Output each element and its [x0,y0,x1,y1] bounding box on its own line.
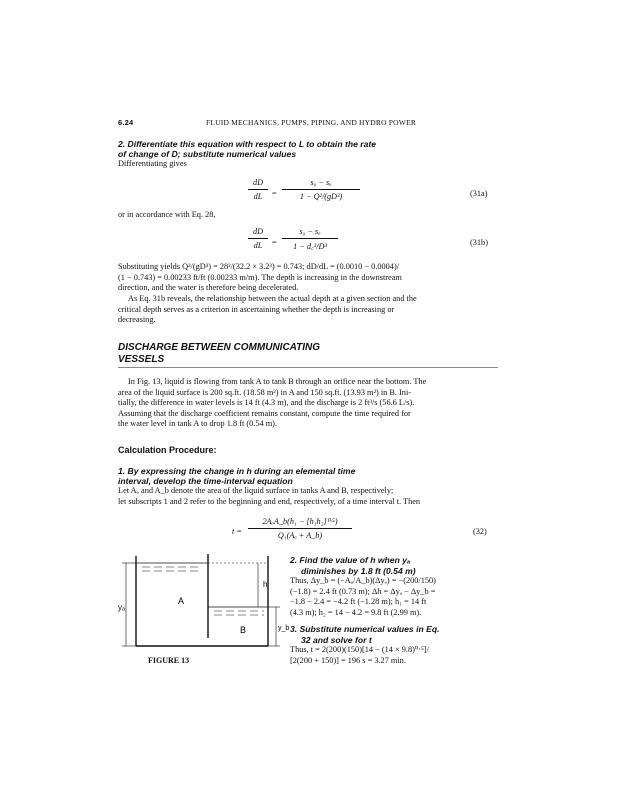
problem-line: In Fig. 13, liquid is flowing from tank A to tank B through an orifice near the bottom. The [128,377,427,386]
eq31b-equals: = [272,238,277,247]
step2b-line: (4.3 m); h₂ = 14 − 4.2 = 9.8 ft (2.99 m). [290,607,422,617]
paragraph-step1 [118,486,498,507]
eq32-label: (32) [473,527,487,536]
paragraph-as-eq [118,294,498,326]
step2b-heading-line2: diminishes by 1.8 ft (0.54 m) [301,566,416,576]
figure-13-diagram [118,550,290,654]
paragraph-step3 [290,645,498,666]
as-line: As Eq. 31b reveals, the relationship between the actual depth at a given section and the [128,294,417,303]
step1-heading-line1: 1. By expressing the change in h during an elemental time [118,466,356,476]
label-h: h [263,580,268,589]
step2b-line: (−1.8) = 2.4 ft (0.73 m); Δh = Δyₐ − Δy_b = [290,586,436,596]
subst-line: direction, and the water is therefore being decelerated. [118,283,299,293]
eq32-rhs [248,516,352,540]
paragraph-substituting [118,262,498,294]
label-a: A [178,596,185,606]
step1-line: Let Aₐ and A_b denote the area of the liquid surface in tanks A and B, respectively; [118,486,394,495]
eq31a-equals: = [272,189,277,198]
eq31b-lhs [248,227,268,250]
paragraph-step2b [290,576,498,618]
text-in-accordance: or in accordance with Eq. 28, [118,210,216,219]
section-rule [118,367,498,368]
subst-line: (1 − 0.743) = 0.00233 ft/ft (0.00233 m/m). The depth is increasing in the downstream [118,272,402,282]
step3-heading-line1: 3. Substitute numerical values in Eq. [290,624,440,634]
running-title: FLUID MECHANICS, PUMPS, PIPING, AND HYDRO POWER [206,118,417,127]
problem-line: area of the liquid surface is 200 sq.ft. (18.58 m²) in A and 150 sq.ft. (13.93 m²) in B. Ini- [118,387,412,397]
calc-procedure-heading: Calculation Procedure: [118,445,217,455]
subst-line: Substituting yields Q²/(gD³) = 28²/(32.2 × 3.2³) = 0.743; dD/dL = (0.0010 − 0.0004)/ [118,262,400,271]
step2b-heading-line1: 2. Find the value of h when yₐ [290,555,411,565]
eq31b-lhs-den: dL [253,241,263,250]
as-line: decreasing. [118,315,156,325]
step2-heading-line2: of change of D; substitute numerical values [118,149,297,159]
section-title-line1: DISCHARGE BETWEEN COMMUNICATING [118,342,321,353]
problem-line: tially, the difference in water levels is 14 ft (4.3 m), and the discharge is 2 ft³/s (56.6 L/s). [118,398,415,408]
step3-line: Thus, t = 2(200)(150)[14 − (14 × 9.8)⁰·⁵]/ [290,645,429,654]
step2-heading-line1: 2. Differentiate this equation with respect to L to obtain the rate [118,139,377,149]
eq31b-lhs-num: dD [252,227,263,236]
step2b-line: −1.8 − 2.4 = −4.2 ft (−1.28 m); h₁ = 14 ft [290,597,427,607]
eq31a-num: s₀ − sₐ [310,178,332,187]
page-number: 6.24 [118,118,134,127]
as-line: critical depth serves as a criterion in ascertaining whether the depth is increasing or [118,304,395,314]
eq31a-lhs-num: dD [252,178,263,187]
eq31a-den: 1 − Q²/(gD³) [299,192,343,201]
problem-line: the water level in tank A to drop 1.8 ft (0.54 m). [118,419,277,429]
label-yb: y_b [278,625,290,632]
eq31b-label: (31b) [470,238,488,247]
problem-line: Assuming that the discharge coefficient remains constant, compute the time required for [118,408,411,418]
label-b: B [240,625,247,635]
step3-line: [2(200 + 150)] = 196 s = 3.27 min. [290,655,406,665]
eq32-lhs: t = [232,527,242,536]
step3-heading-line2: 32 and solve for t [301,635,372,645]
eq31b-rhs [282,227,338,252]
step1-line: let subscripts 1 and 2 refer to the beginning and end, respectively, of a time interval t. Then [118,496,421,506]
eq32-num: 2AₐA_b(h₁ − [h₁h₂]⁰·⁵) [262,517,338,526]
figure-caption: FIGURE 13 [148,656,190,665]
eq32-den: Q₁(Aₐ + A_b) [277,531,323,540]
label-ya: yₐ [118,603,125,612]
eq31a-rhs [282,178,360,201]
eq31b-den: 1 − d꜀³/D³ [293,242,327,251]
step1-heading-line2: interval, develop the time-interval equation [118,476,293,486]
eq31b-num: s₀ − sₐ [299,227,321,236]
paragraph-problem [118,377,498,430]
eq31a-label: (31a) [470,189,488,198]
eq31a-lhs-den: dL [253,192,263,201]
text-differentiating: Differentiating gives [118,159,187,168]
section-title-line2: VESSELS [118,354,165,365]
step2b-line: Thus, Δy_b = (−Aₐ/A_b)(Δyₐ) = −(200/150) [290,576,436,585]
eq31a-lhs [248,178,268,201]
